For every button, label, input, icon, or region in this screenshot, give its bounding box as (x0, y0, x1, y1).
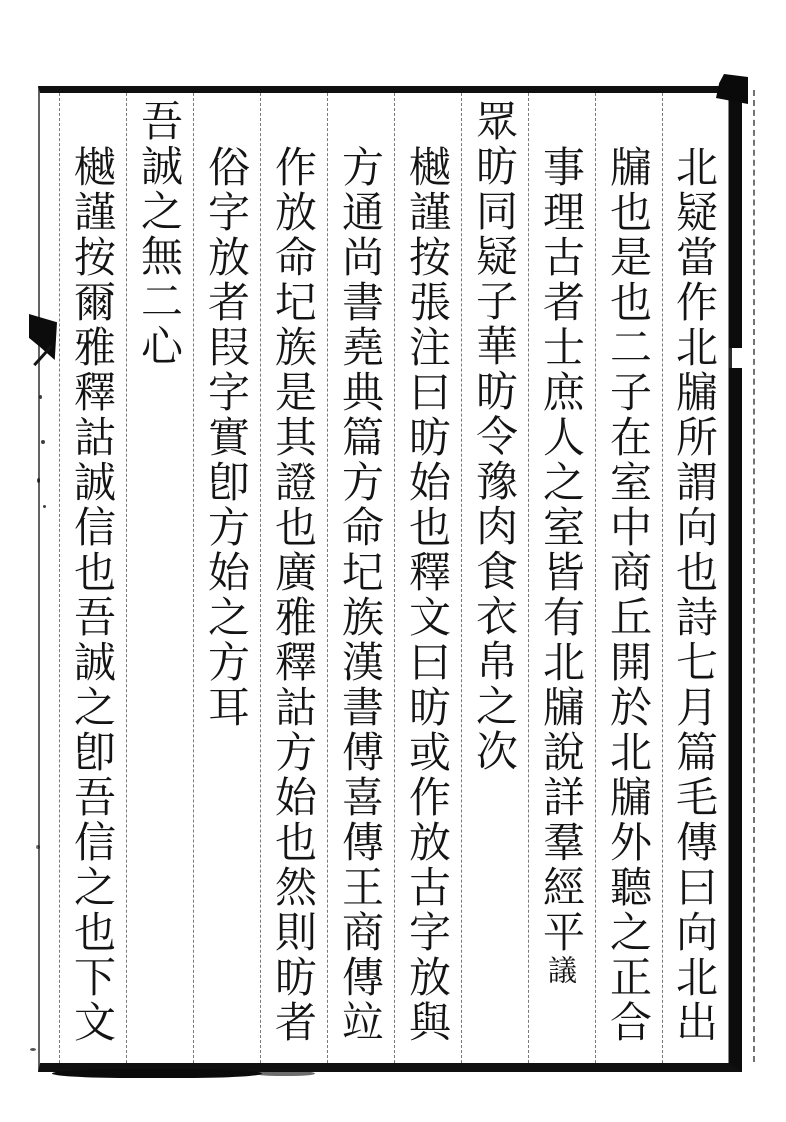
column-1-text: 北疑當作北牖所謂向也詩七月篇毛傳曰向北出 (670, 145, 719, 1045)
column-6-text: 方通尚書堯典篇方命圮族漢書傅喜傳王商傳竝 (336, 145, 385, 1045)
column-8-text: 俗字放者叚字實卽方始之方耳 (202, 145, 251, 730)
column-3-small-text: 議 (544, 955, 578, 989)
column-10-text: 樾謹按爾雅釋詁誠信也吾誠之卽吾信之也下文 (68, 145, 117, 1045)
text-column-8 (193, 93, 260, 1063)
text-column-5 (394, 93, 461, 1063)
text-column-10 (59, 93, 126, 1063)
text-column-7 (260, 93, 327, 1063)
column-3-text: 事理古者士庶人之室皆有北牖說詳羣經平 (537, 145, 586, 955)
column-5-text: 樾謹按張注曰昉始也釋文曰昉或作放古字放與 (403, 145, 452, 1045)
text-column-4 (461, 93, 528, 1063)
ink-speck (37, 478, 40, 483)
right-border-gap (729, 348, 742, 368)
column-2-text: 牖也是也二子在室中商丘開於北牖外聽之正合 (604, 145, 653, 1045)
ink-speck (36, 845, 40, 849)
text-column-9 (126, 93, 193, 1063)
bottom-border-smudge (52, 1069, 262, 1078)
column-7-text: 作放命圮族是其證也廣雅釋詁方始也然則昉者 (269, 145, 318, 1045)
ink-speck (39, 395, 42, 399)
bottom-border-smudge (255, 1071, 315, 1076)
ink-speck (43, 505, 46, 508)
column-9-text: 吾誠之無二心 (135, 99, 184, 369)
column-4-text: 眾昉同疑子華昉令豫肉食衣帛之次 (470, 99, 519, 774)
text-column-1 (662, 93, 729, 1063)
text-column-3 (528, 93, 595, 1063)
text-columns (40, 93, 729, 1063)
outer-margin-line (753, 90, 755, 1062)
text-column-6 (327, 93, 394, 1063)
text-column-2 (595, 93, 662, 1063)
ink-speck (41, 440, 45, 444)
page-frame (38, 86, 742, 1072)
ink-speck (30, 1048, 36, 1051)
